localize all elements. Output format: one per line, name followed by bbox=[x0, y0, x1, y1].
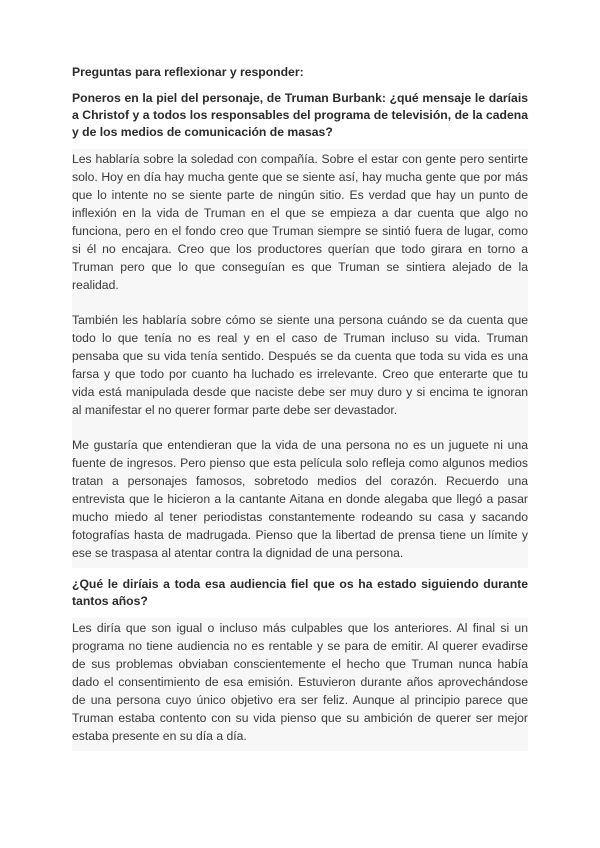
question-1: Poneros en la piel del personaje, de Truman Burbank: ¿qué mensaje le daríais a Christof y a todos los responsables del programa de televisión, de la cadena y de los medios de comunicación de masas? bbox=[72, 91, 528, 139]
answer-1-paragraph-2: También les hablaría sobre cómo se siente una persona cuándo se da cuenta que todo lo que tenía no es real y en el caso de Truman incluso su vida. Truman pensaba que su vida tenía sentido. Después se da cuenta que toda su vida es una farsa y que todo por cuanto ha luchado es irrelevante. Creo que enterarte que tu vida está manipulada desde que naciste debe ser muy duro y si encima te ignoran al manifestar el no querer formar parte debe ser devastador. bbox=[72, 310, 528, 425]
paragraph-gap bbox=[72, 300, 528, 310]
answer-1-paragraph-1: Les hablaría sobre la soledad con compañía. Sobre el estar con gente pero sentirte solo. Hoy en día hay mucha gente que se siente así, hay mucha gente que por más que lo intente no se siente parte de ningún sitio. Es verdad que hay un punto de inflexión en la vida de Truman en el que se empieza a dar cuenta que algo no funciona, pero en el fondo creo que Truman siempre se sintió fuera de lugar, como si él no encajara. Creo que los productores querían que todo girara en torno a Truman pero que lo que conseguían es que Truman se sintiera alejado de la realidad. bbox=[72, 149, 528, 300]
question-2: ¿Qué le diríais a toda esa audiencia fiel que os ha estado siguiendo durante tantos años? bbox=[72, 577, 528, 608]
answer-1-paragraph-3: Me gustaría que entendieran que la vida de una persona no es un juguete ni una fuente de ingresos. Pero pienso que esta película solo refleja como algunos medios tratan a personajes famosos, sobretodo medios del corazón. Recuerdo una entrevista que le hicieron a la cantante Aitana en donde alegaba que llegó a pasar mucho miedo al tener periodistas constantemente rodeando su casa y sacando fotografías hasta de madrugada. Pienso que la libertad de prensa tiene un límite y ese se traspasa al atentar contra la dignidad de una persona. bbox=[72, 435, 528, 568]
section-heading: Preguntas para reflexionar y responder: bbox=[72, 65, 304, 79]
answer-2-paragraph-1: Les diría que son igual o incluso más culpables que los anteriores. Al final si un programa no tiene audiencia no es rentable y se para de emitir. Al querer evadirse de sus problemas obviaban conscientemente el hecho que Truman nunca había dado el consentimiento de esa emisión. Estuvieron durante años aprovechándose de una persona cuyo único objetivo era ser feliz. Aunque al principio parece que Truman estaba contento con su vida pienso que su ambición de querer ser mejor estaba presente en su día a día. bbox=[72, 618, 528, 751]
paragraph-gap bbox=[72, 425, 528, 435]
document-content bbox=[72, 64, 528, 751]
